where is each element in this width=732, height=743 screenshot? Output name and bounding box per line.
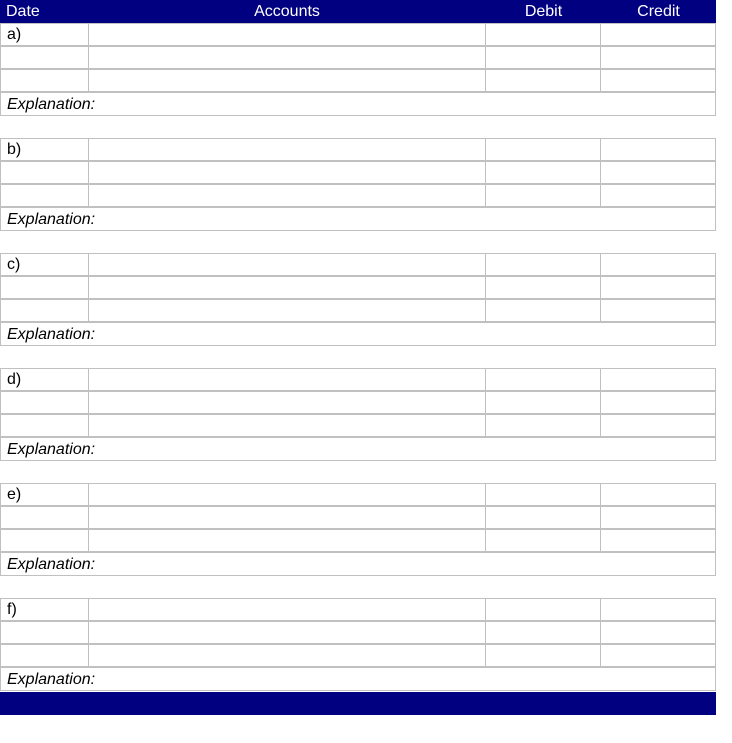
debit-cell[interactable] bbox=[485, 529, 601, 552]
entry-label: d) bbox=[7, 371, 22, 388]
entry-row bbox=[0, 276, 716, 299]
journal-entry-d bbox=[0, 368, 716, 461]
account-cell[interactable] bbox=[88, 368, 486, 391]
account-cell[interactable] bbox=[88, 506, 486, 529]
debit-cell[interactable] bbox=[485, 368, 601, 391]
credit-cell[interactable] bbox=[600, 46, 716, 69]
debit-cell[interactable] bbox=[485, 184, 601, 207]
credit-cell[interactable] bbox=[600, 621, 716, 644]
entry-row bbox=[0, 368, 716, 391]
explanation-label: Explanation: bbox=[7, 211, 96, 228]
credit-cell[interactable] bbox=[600, 69, 716, 92]
explanation-label: Explanation: bbox=[7, 441, 96, 458]
entry-label: f) bbox=[7, 601, 17, 618]
account-cell[interactable] bbox=[88, 299, 486, 322]
account-cell[interactable] bbox=[88, 138, 486, 161]
explanation-cell[interactable] bbox=[0, 667, 716, 691]
date-cell[interactable] bbox=[0, 299, 89, 322]
journal-entry-f bbox=[0, 598, 716, 691]
entry-row bbox=[0, 161, 716, 184]
date-cell[interactable] bbox=[0, 138, 89, 161]
date-cell[interactable] bbox=[0, 506, 89, 529]
date-cell[interactable] bbox=[0, 23, 89, 46]
credit-cell[interactable] bbox=[600, 529, 716, 552]
debit-cell[interactable] bbox=[485, 23, 601, 46]
credit-cell[interactable] bbox=[600, 299, 716, 322]
explanation-cell[interactable] bbox=[0, 437, 716, 461]
entry-row bbox=[0, 644, 716, 667]
entry-row bbox=[0, 529, 716, 552]
date-cell[interactable] bbox=[0, 621, 89, 644]
explanation-label: Explanation: bbox=[7, 556, 96, 573]
credit-cell[interactable] bbox=[600, 483, 716, 506]
date-cell[interactable] bbox=[0, 391, 89, 414]
account-cell[interactable] bbox=[88, 276, 486, 299]
date-cell[interactable] bbox=[0, 529, 89, 552]
journal-entry-b bbox=[0, 138, 716, 231]
account-cell[interactable] bbox=[88, 391, 486, 414]
entry-label: b) bbox=[7, 141, 22, 158]
explanation-cell[interactable] bbox=[0, 92, 716, 116]
credit-cell[interactable] bbox=[600, 414, 716, 437]
account-cell[interactable] bbox=[88, 23, 486, 46]
entry-row bbox=[0, 23, 716, 46]
date-cell[interactable] bbox=[0, 368, 89, 391]
entry-row bbox=[0, 391, 716, 414]
date-cell[interactable] bbox=[0, 253, 89, 276]
debit-cell[interactable] bbox=[485, 253, 601, 276]
entry-row bbox=[0, 414, 716, 437]
date-cell[interactable] bbox=[0, 644, 89, 667]
debit-cell[interactable] bbox=[485, 276, 601, 299]
account-cell[interactable] bbox=[88, 414, 486, 437]
date-cell[interactable] bbox=[0, 46, 89, 69]
account-cell[interactable] bbox=[88, 644, 486, 667]
explanation-label: Explanation: bbox=[7, 326, 96, 343]
date-cell[interactable] bbox=[0, 483, 89, 506]
credit-cell[interactable] bbox=[600, 138, 716, 161]
debit-cell[interactable] bbox=[485, 414, 601, 437]
explanation-label: Explanation: bbox=[7, 671, 96, 688]
entry-row bbox=[0, 253, 716, 276]
debit-cell[interactable] bbox=[485, 506, 601, 529]
date-cell[interactable] bbox=[0, 184, 89, 207]
entry-row bbox=[0, 483, 716, 506]
account-cell[interactable] bbox=[88, 529, 486, 552]
debit-cell[interactable] bbox=[485, 69, 601, 92]
explanation-cell[interactable] bbox=[0, 207, 716, 231]
entry-row bbox=[0, 46, 716, 69]
account-cell[interactable] bbox=[88, 483, 486, 506]
entry-label: e) bbox=[7, 486, 22, 503]
debit-cell[interactable] bbox=[485, 621, 601, 644]
date-cell[interactable] bbox=[0, 69, 89, 92]
credit-cell[interactable] bbox=[600, 161, 716, 184]
account-cell[interactable] bbox=[88, 46, 486, 69]
credit-cell[interactable] bbox=[600, 598, 716, 621]
date-column-header: Date bbox=[6, 3, 40, 20]
credit-column-header: Credit bbox=[637, 3, 680, 20]
debit-cell[interactable] bbox=[485, 161, 601, 184]
column-header-bar bbox=[0, 0, 716, 23]
debit-cell[interactable] bbox=[485, 483, 601, 506]
date-cell[interactable] bbox=[0, 414, 89, 437]
credit-cell[interactable] bbox=[600, 506, 716, 529]
entry-row bbox=[0, 598, 716, 621]
entry-label: c) bbox=[7, 256, 21, 273]
debit-cell[interactable] bbox=[485, 299, 601, 322]
entry-row bbox=[0, 506, 716, 529]
debit-cell[interactable] bbox=[485, 138, 601, 161]
journal-entry-a bbox=[0, 23, 716, 116]
entry-row bbox=[0, 138, 716, 161]
account-cell[interactable] bbox=[88, 253, 486, 276]
account-cell[interactable] bbox=[88, 69, 486, 92]
entry-row bbox=[0, 184, 716, 207]
date-cell[interactable] bbox=[0, 161, 89, 184]
journal-entry-e bbox=[0, 483, 716, 576]
credit-cell[interactable] bbox=[600, 253, 716, 276]
explanation-label: Explanation: bbox=[7, 96, 96, 113]
credit-cell[interactable] bbox=[600, 276, 716, 299]
explanation-cell[interactable] bbox=[0, 322, 716, 346]
account-cell[interactable] bbox=[88, 621, 486, 644]
debit-column-header: Debit bbox=[524, 3, 563, 20]
credit-cell[interactable] bbox=[600, 391, 716, 414]
footer-bar bbox=[0, 692, 716, 715]
entry-row bbox=[0, 621, 716, 644]
date-cell[interactable] bbox=[0, 598, 89, 621]
credit-cell[interactable] bbox=[600, 644, 716, 667]
date-cell[interactable] bbox=[0, 276, 89, 299]
account-cell[interactable] bbox=[88, 598, 486, 621]
credit-cell[interactable] bbox=[600, 368, 716, 391]
journal-entry-c bbox=[0, 253, 716, 346]
account-cell[interactable] bbox=[88, 184, 486, 207]
explanation-cell[interactable] bbox=[0, 552, 716, 576]
debit-cell[interactable] bbox=[485, 391, 601, 414]
entry-row bbox=[0, 299, 716, 322]
credit-cell[interactable] bbox=[600, 23, 716, 46]
account-cell[interactable] bbox=[88, 161, 486, 184]
credit-cell[interactable] bbox=[600, 184, 716, 207]
debit-cell[interactable] bbox=[485, 46, 601, 69]
entry-label: a) bbox=[7, 26, 22, 43]
debit-cell[interactable] bbox=[485, 598, 601, 621]
debit-cell[interactable] bbox=[485, 644, 601, 667]
accounts-column-header: Accounts bbox=[254, 3, 320, 20]
entry-row bbox=[0, 69, 716, 92]
